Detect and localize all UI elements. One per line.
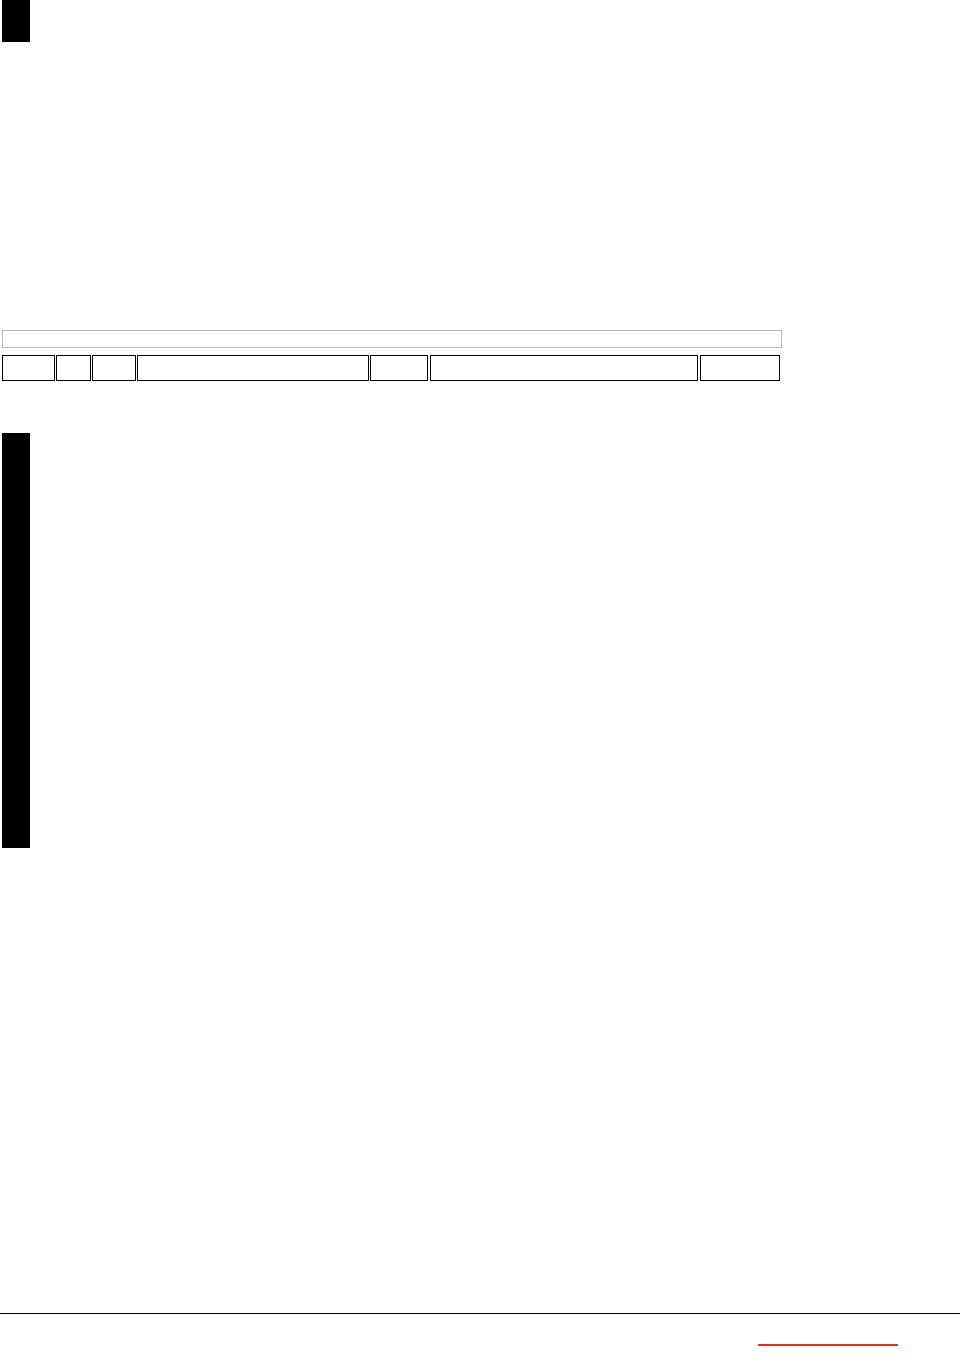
place-column bbox=[2, 433, 30, 848]
header-lp bbox=[56, 355, 91, 381]
header-number bbox=[92, 355, 136, 381]
footer-divider bbox=[0, 1313, 960, 1314]
logo-swoosh bbox=[758, 1344, 898, 1346]
top-place-column bbox=[2, 0, 30, 42]
record-row bbox=[2, 330, 782, 348]
header-dob bbox=[370, 355, 428, 381]
header-club bbox=[430, 355, 698, 381]
domtel-logo bbox=[754, 1322, 904, 1358]
header-result bbox=[700, 355, 780, 381]
header-name bbox=[137, 355, 369, 381]
header-place bbox=[2, 355, 55, 381]
